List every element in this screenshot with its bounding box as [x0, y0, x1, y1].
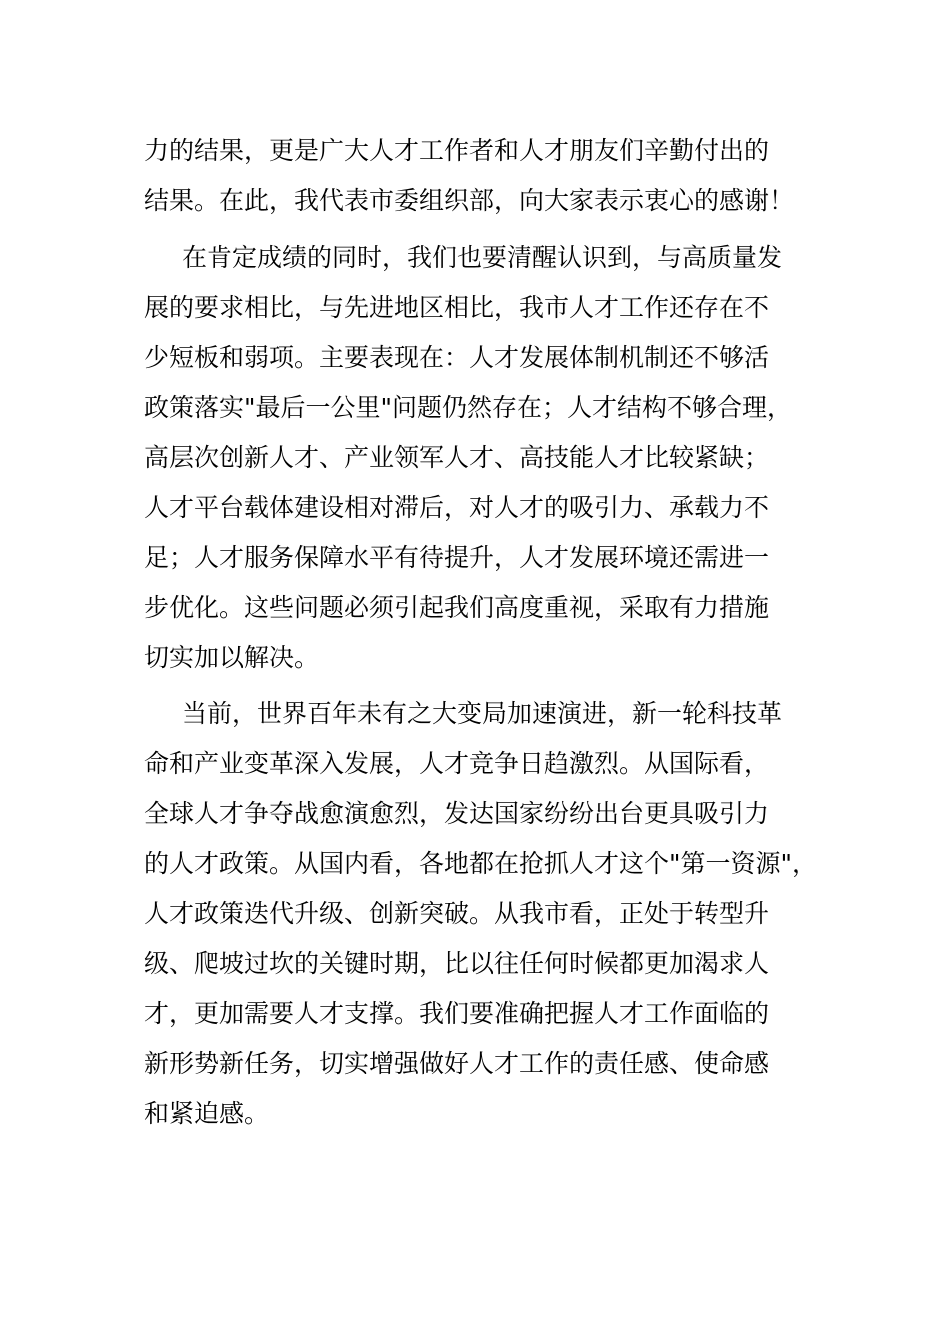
- text-line: 少短板和弱项。主要表现在：人才发展体制机制还不够活: [144, 343, 770, 372]
- text-line: 才，更加需要人才支撑。我们要准确把握人才工作面临的: [144, 999, 770, 1028]
- text-line: 当前，世界百年未有之大变局加速演进，新一轮科技革: [182, 699, 783, 728]
- text-line: 结果。在此，我代表市委组织部，向大家表示衷心的感谢！: [144, 186, 795, 215]
- text-line: 步优化。这些问题必须引起我们高度重视，采取有力措施: [144, 593, 770, 622]
- text-line: 新形势新任务，切实增强做好人才工作的责任感、使命感: [144, 1049, 770, 1078]
- text-line: 人才政策迭代升级、创新突破。从我市看，正处于转型升: [144, 899, 770, 928]
- text-line: 切实加以解决。: [144, 643, 320, 672]
- text-line: 全球人才争夺战愈演愈烈，发达国家纷纷出台更具吸引力: [144, 799, 770, 828]
- text-line: 的人才政策。从国内看，各地都在抢抓人才这个"第一资源"，: [144, 849, 818, 878]
- text-line: 政策落实"最后一公里"问题仍然存在；人才结构不够合理，: [144, 393, 793, 422]
- text-line: 级、爬坡过坎的关键时期，比以往任何时候都更加渴求人: [144, 949, 770, 978]
- text-line: 力的结果，更是广大人才工作者和人才朋友们辛勤付出的: [144, 136, 770, 165]
- text-line: 在肯定成绩的同时，我们也要清醒认识到，与高质量发: [182, 243, 783, 272]
- text-line: 足；人才服务保障水平有待提升，人才发展环境还需进一: [144, 543, 770, 572]
- text-line: 高层次创新人才、产业领军人才、高技能人才比较紧缺；: [144, 443, 770, 472]
- text-line: 和紧迫感。: [144, 1099, 270, 1128]
- text-line: 命和产业变革深入发展，人才竞争日趋激烈。从国际看，: [144, 749, 770, 778]
- text-line: 人才平台载体建设相对滞后，对人才的吸引力、承载力不: [144, 493, 770, 522]
- text-line: 展的要求相比，与先进地区相比，我市人才工作还存在不: [144, 293, 770, 322]
